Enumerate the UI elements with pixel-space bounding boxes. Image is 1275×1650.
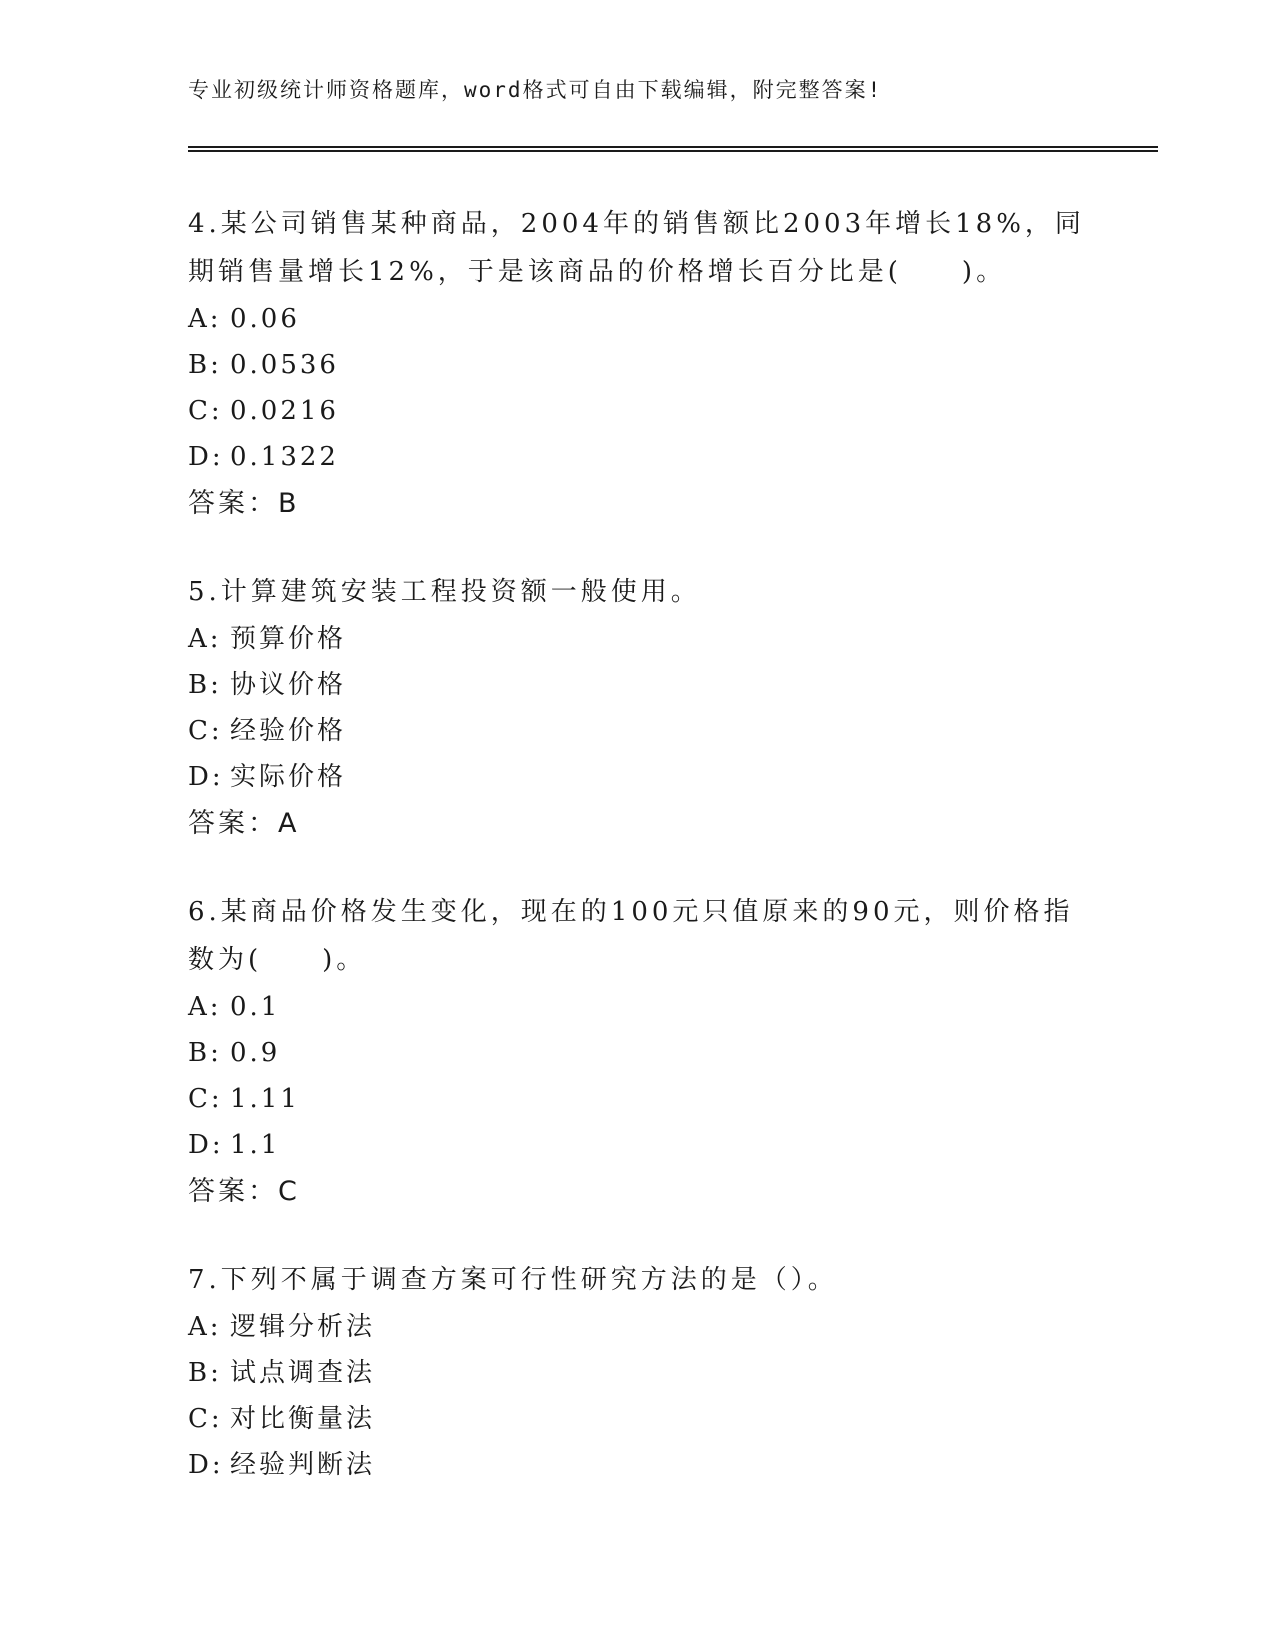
option-letter: D: xyxy=(188,442,224,472)
option-b xyxy=(188,662,1088,708)
option-letter: D: xyxy=(188,1450,224,1480)
option-c xyxy=(188,1396,1088,1442)
option-c xyxy=(188,708,1088,754)
option-value: 1.11 xyxy=(230,1084,300,1114)
answer-value: C xyxy=(278,1176,300,1207)
option-value: 1.1 xyxy=(230,1130,281,1160)
option-letter: D: xyxy=(188,1130,224,1160)
option-b xyxy=(188,1030,1088,1076)
option-letter: D: xyxy=(188,762,224,792)
answer-line xyxy=(188,1168,1088,1216)
option-d xyxy=(188,754,1088,800)
option-value: 0.1322 xyxy=(230,442,339,472)
option-letter: C: xyxy=(188,1084,223,1114)
option-c xyxy=(188,388,1088,434)
answer-label: 答案： xyxy=(188,1176,278,1207)
option-b xyxy=(188,342,1088,388)
option-d xyxy=(188,1442,1088,1488)
option-letter: B: xyxy=(188,350,222,380)
option-value: 经验判断法 xyxy=(230,1450,376,1480)
question-text: 5.计算建筑安装工程投资额一般使用。 xyxy=(188,577,701,607)
option-value: 0.0536 xyxy=(230,350,339,380)
option-letter: B: xyxy=(188,1038,222,1068)
option-letter: A: xyxy=(188,992,222,1022)
option-value: 逻辑分析法 xyxy=(230,1312,376,1342)
option-letter: B: xyxy=(188,670,222,700)
question-text: 6.某商品价格发生变化，现在的100元只值原来的90元，则价格指数为( )。 xyxy=(188,897,1074,975)
option-value: 0.06 xyxy=(230,304,300,334)
option-letter: C: xyxy=(188,1404,223,1434)
option-value: 实际价格 xyxy=(230,762,347,792)
option-value: 对比衡量法 xyxy=(230,1404,376,1434)
question-list xyxy=(188,200,1088,1528)
option-letter: C: xyxy=(188,396,223,426)
option-c xyxy=(188,1076,1088,1122)
option-d xyxy=(188,434,1088,480)
option-value: 预算价格 xyxy=(230,624,347,654)
option-value: 0.1 xyxy=(230,992,281,1022)
option-letter: A: xyxy=(188,304,222,334)
option-value: 经验价格 xyxy=(230,716,347,746)
header-divider xyxy=(188,146,1158,152)
question-4 xyxy=(188,200,1088,528)
option-letter: A: xyxy=(188,624,222,654)
option-letter: A: xyxy=(188,1312,222,1342)
question-7 xyxy=(188,1256,1088,1488)
answer-line xyxy=(188,480,1088,528)
option-value: 0.0216 xyxy=(230,396,339,426)
option-d xyxy=(188,1122,1088,1168)
option-letter: B: xyxy=(188,1358,222,1388)
option-a xyxy=(188,984,1088,1030)
option-b xyxy=(188,1350,1088,1396)
option-a xyxy=(188,296,1088,342)
answer-line xyxy=(188,800,1088,848)
option-value: 试点调查法 xyxy=(230,1358,376,1388)
option-letter: C: xyxy=(188,716,223,746)
answer-label: 答案： xyxy=(188,488,278,519)
question-text: 7.下列不属于调查方案可行性研究方法的是（）。 xyxy=(188,1265,838,1295)
answer-label: 答案： xyxy=(188,808,278,839)
option-a xyxy=(188,616,1088,662)
answer-value: B xyxy=(278,488,300,519)
question-6 xyxy=(188,888,1088,1216)
answer-value: A xyxy=(278,808,300,839)
question-5 xyxy=(188,568,1088,848)
option-value: 协议价格 xyxy=(230,670,347,700)
option-value: 0.9 xyxy=(230,1038,281,1068)
question-text: 4.某公司销售某种商品，2004年的销售额比2003年增长18%，同期销售量增长12%，于是该商品的价格增长百分比是( )。 xyxy=(188,209,1085,287)
option-a xyxy=(188,1304,1088,1350)
page-header: 专业初级统计师资格题库，word格式可自由下载编辑，附完整答案! xyxy=(188,78,883,102)
